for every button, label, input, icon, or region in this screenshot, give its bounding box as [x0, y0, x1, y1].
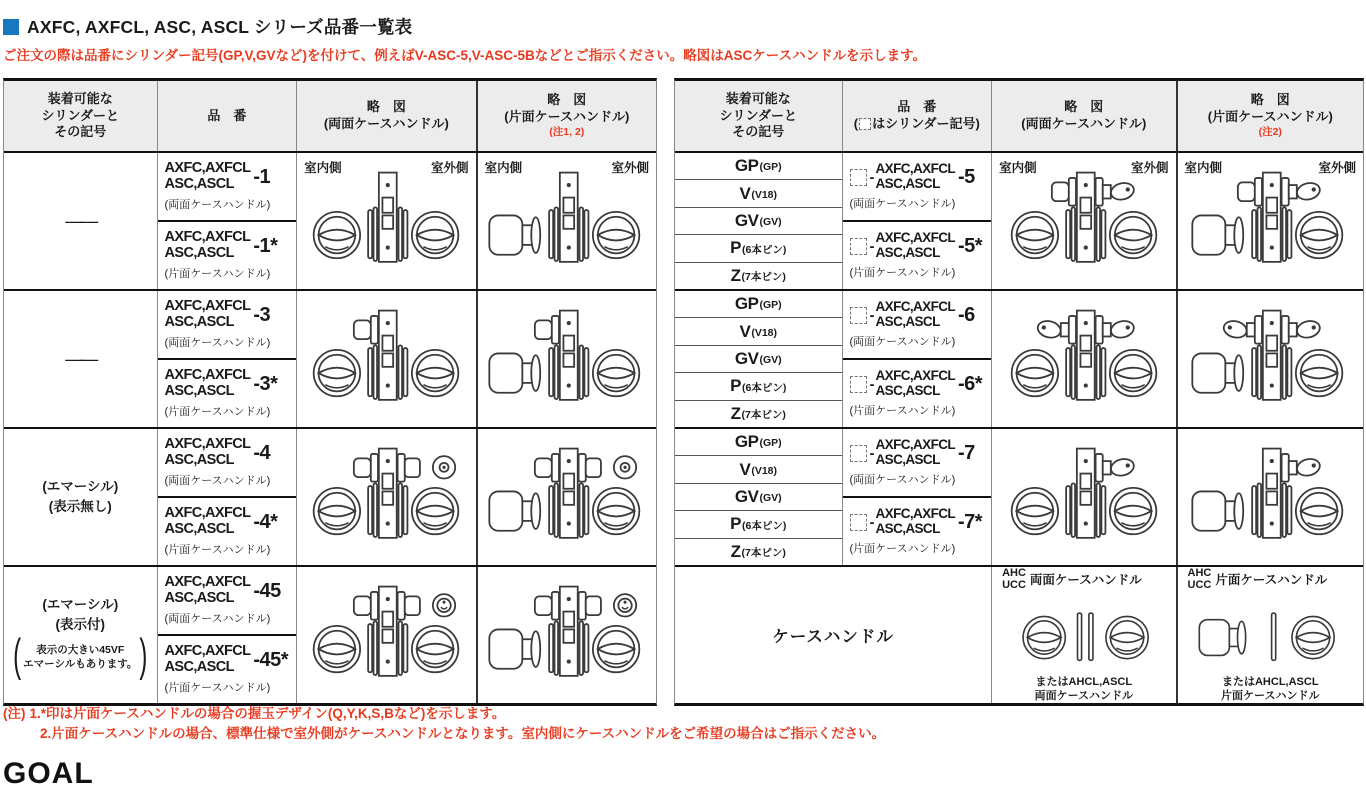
part-number-double [843, 153, 992, 220]
case-handle-label: ケースハンドル [772, 628, 894, 646]
pn-hyphen: - [869, 375, 875, 393]
diagram-cell-single [1176, 429, 1363, 565]
note-line-1: 1.*印は片面ケースハンドルの場合の握玉デザイン(Q,Y,K,S,Bなど)を示します。 [29, 706, 506, 721]
header-diagram-single [476, 81, 656, 151]
cylinder-note: (6本ピン) [742, 381, 787, 394]
pn-handle-type: (片面ケースハンドル) [164, 405, 271, 418]
diagram-cell-double [296, 291, 475, 427]
cylinder-option [675, 262, 842, 289]
no-cylinder-dash: —— [65, 210, 96, 231]
cylinder-code: V [739, 459, 751, 479]
pn-models-line: ASC,ASCL [875, 314, 940, 329]
pn-handle-type: (両面ケースハンドル) [164, 336, 271, 349]
header-line: (片面ケースハンドル) [504, 109, 630, 125]
lockset-diagram [999, 445, 1169, 550]
pn-models-line: AXFC,AXFCL [875, 368, 956, 384]
table-header-row [675, 81, 1363, 151]
header-paren: ( [853, 116, 859, 131]
pn-models-line: AXFC,AXFCL [164, 643, 251, 660]
pn-models-line: ASC,ASCL [164, 521, 234, 537]
pn-suffix: -7 [958, 441, 975, 464]
pn-hyphen: - [869, 513, 875, 531]
cylinder-cell [4, 429, 157, 565]
cylinder-option [675, 429, 842, 455]
page-title [3, 14, 412, 39]
part-number-cell [842, 291, 992, 427]
pn-models-line: AXFC,AXFCL [875, 161, 956, 177]
case-code: UCC [1187, 579, 1212, 592]
lockset-diagram [482, 307, 652, 412]
header-line: シリンダーと [41, 107, 119, 123]
pn-models-line: ASC,ASCL [164, 176, 234, 192]
pn-handle-type: (両面ケースハンドル) [849, 335, 956, 348]
pn-suffix: -1 [253, 165, 271, 188]
pn-models-line: ASC,ASCL [164, 590, 234, 606]
case-alt-line: またはAHCL,ASCL [1035, 675, 1133, 688]
cylinder-code: Z [730, 265, 741, 285]
cylinder-note: (V18) [751, 326, 778, 339]
part-number-single [843, 358, 992, 427]
pn-handle-type: (両面ケースハンドル) [849, 473, 956, 486]
cylinder-option [675, 317, 842, 344]
header-diagram-double [991, 81, 1175, 151]
pn-models-line: AXFC,AXFCL [875, 230, 956, 246]
cylinder-code: GV [734, 211, 759, 231]
case-handle-diagram [1192, 592, 1348, 675]
cylinder-cell [675, 291, 842, 427]
cylinder-note: (GV) [759, 354, 782, 367]
part-number-single [158, 358, 297, 427]
cylinder-code-box-icon [850, 445, 867, 462]
table-row [675, 151, 1363, 289]
lockset-diagram [1185, 307, 1355, 412]
lockset-diagram [999, 307, 1169, 412]
cylinder-option [675, 291, 842, 317]
pn-hyphen: - [869, 237, 875, 255]
page-title-text: AXFC, AXFCL, ASC, ASCL シリーズ品番一覧表 [27, 17, 413, 37]
room-label-outside: 室外側 [611, 161, 650, 175]
part-number-double [158, 429, 297, 496]
pn-handle-type: (片面ケースハンドル) [849, 404, 956, 417]
pn-suffix: -4 [253, 441, 271, 464]
pn-handle-type: (両面ケースハンドル) [164, 474, 271, 487]
cylinder-code: GP [734, 432, 759, 452]
case-handle-label-cell [675, 567, 991, 703]
pn-handle-type: (両面ケースハンドル) [164, 198, 271, 211]
case-code: AHC [1002, 566, 1026, 579]
cylinder-option [675, 153, 842, 179]
cylinder-code-box-icon [859, 118, 871, 130]
diagram-cell-double [296, 567, 475, 703]
cylinder-cell [4, 567, 157, 703]
header-line: 装着可能な [47, 90, 113, 106]
header-part-number [157, 81, 297, 151]
part-number-cell [157, 153, 297, 289]
room-label-inside: 室内側 [304, 161, 342, 175]
cylinder-label-line: (エマーシル) [42, 478, 119, 494]
cylinder-code-box-icon [850, 238, 867, 255]
pn-hyphen: - [869, 444, 875, 462]
header-cylinder [675, 81, 842, 151]
cylinder-code: GP [734, 156, 759, 176]
part-number-cell [157, 429, 297, 565]
diagram-cell-single [1176, 153, 1363, 289]
pn-suffix: -5* [958, 234, 983, 257]
room-label-outside: 室外側 [1318, 161, 1356, 175]
header-line: その記号 [732, 124, 785, 140]
case-handle-double-cell [991, 567, 1175, 703]
cylinder-code: GP [734, 294, 759, 314]
pn-suffix: -6 [958, 303, 975, 326]
cylinder-note: (GV) [759, 492, 782, 505]
cylinder-option [675, 372, 842, 399]
note-line-2: 2.片面ケースハンドルの場合、標準仕様で室外側がケースハンドルとなります。室内側にケースハンドルをご希望の場合はご指示ください。 [40, 725, 886, 741]
pn-models-line: ASC,ASCL [164, 659, 234, 675]
lockset-diagram [301, 307, 471, 412]
subnote-line: エマーシルもあります。 [23, 658, 138, 671]
part-number-cell [842, 429, 992, 565]
case-alt-line: またはAHCL,ASCL [1221, 675, 1319, 688]
case-code: UCC [1002, 579, 1026, 592]
cylinder-code: GV [734, 349, 759, 369]
cylinder-note: (GP) [759, 437, 782, 450]
cylinder-code: Z [730, 541, 741, 561]
cylinder-label-line: (エマーシル) [42, 596, 119, 612]
header-line: 品 番 [897, 99, 937, 115]
pn-suffix: -7* [958, 510, 983, 533]
header-note-red: (注2) [1258, 126, 1282, 139]
cylinder-note: (7本ピン) [741, 271, 786, 284]
pn-suffix: -6* [958, 372, 983, 395]
part-number-double [158, 291, 297, 358]
room-label-inside: 室内側 [999, 161, 1037, 175]
case-handle-single-cell [1176, 567, 1363, 703]
table-row [4, 151, 656, 289]
cylinder-option [675, 455, 842, 482]
no-cylinder-dash: —— [65, 348, 96, 369]
pn-models-line: AXFC,AXFCL [164, 505, 251, 522]
cylinder-label-line: (表示付) [55, 617, 106, 632]
pn-handle-type: (片面ケースハンドル) [849, 266, 956, 279]
cylinder-cell [675, 429, 842, 565]
room-label-inside: 室内側 [1184, 161, 1223, 175]
pn-models-line: ASC,ASCL [875, 176, 940, 191]
pn-models-line: AXFC,AXFCL [164, 436, 251, 453]
room-label-outside: 室外側 [1131, 161, 1169, 175]
cylinder-option [675, 483, 842, 510]
lockset-diagram [301, 583, 471, 688]
cylinder-option [675, 179, 842, 206]
pn-suffix: -5 [958, 165, 975, 188]
cylinder-code: P [730, 376, 741, 396]
header-line: その記号 [54, 124, 107, 140]
diagram-cell-single [1176, 291, 1363, 427]
pn-models-line: ASC,ASCL [164, 245, 234, 261]
cylinder-note: (7本ピン) [741, 547, 786, 560]
table-row [675, 289, 1363, 427]
header-note-red: (注1, 2) [549, 126, 585, 139]
case-code: AHC [1187, 566, 1212, 579]
diagram-cell-double [296, 429, 475, 565]
pn-models-line: ASC,ASCL [164, 383, 234, 399]
pn-models-line: AXFC,AXFCL [164, 367, 251, 384]
part-number-double [843, 291, 992, 358]
header-line: シリンダーと [719, 107, 797, 123]
diagram-cell-double [991, 291, 1175, 427]
cylinder-code: P [730, 238, 741, 258]
cylinder-code-box-icon [850, 169, 867, 186]
diagram-cell-double [991, 153, 1175, 289]
cylinder-label-line: (表示無し) [48, 499, 112, 514]
header-cylinder [4, 81, 157, 151]
pn-models-line: AXFC,AXFCL [164, 229, 251, 246]
diagram-cell-single [476, 567, 656, 703]
lockset-diagram [301, 169, 471, 274]
lockset-diagram [999, 169, 1169, 274]
cylinder-note: (6本ピン) [742, 519, 787, 532]
pn-suffix: -45 [253, 579, 281, 602]
diagram-cell-single [476, 153, 656, 289]
pn-models-line: ASC,ASCL [164, 314, 234, 330]
case-caption: 片面ケースハンドル [1215, 573, 1328, 588]
cylinder-subnote [11, 630, 149, 682]
pn-handle-type: (片面ケースハンドル) [849, 542, 956, 555]
pn-models-line: ASC,ASCL [875, 245, 940, 260]
pn-handle-type: (片面ケースハンドル) [164, 267, 271, 280]
cylinder-note: (6本ピン) [742, 243, 787, 256]
pn-models-line: AXFC,AXFCL [875, 299, 956, 315]
pn-models-line: AXFC,AXFCL [164, 574, 251, 591]
pn-models-line: AXFC,AXFCL [164, 298, 251, 315]
blue-square-icon [3, 19, 19, 35]
part-number-double [158, 567, 297, 634]
header-line: 略 図 [1250, 92, 1290, 108]
header-line: 略 図 [366, 99, 406, 115]
paren-open: ( [13, 630, 22, 682]
header-part-number [842, 81, 992, 151]
lockset-diagram [1185, 169, 1355, 274]
diagram-cell-single [476, 429, 656, 565]
cylinder-option [675, 234, 842, 261]
pn-models-line: ASC,ASCL [875, 521, 940, 536]
cylinder-cell [675, 153, 842, 289]
case-handle-diagram [1006, 592, 1162, 675]
cylinder-note: (V18) [751, 188, 778, 201]
cylinder-note: (GV) [759, 216, 782, 229]
pn-handle-type: (両面ケースハンドル) [164, 612, 271, 625]
header-line: 略 図 [1064, 99, 1104, 115]
cylinder-cell [4, 153, 157, 289]
footnotes [3, 704, 885, 743]
header-diagram-double [296, 81, 475, 151]
header-line: はシリンダー記号) [872, 116, 980, 131]
paren-close: ) [139, 630, 148, 682]
header-line: (両面ケースハンドル) [1021, 116, 1147, 131]
table-row-case-handle [675, 565, 1363, 703]
case-alt-line: 両面ケースハンドル [1034, 690, 1134, 703]
pn-hyphen: - [869, 168, 875, 186]
pn-hyphen: - [869, 306, 875, 324]
cylinder-note: (GP) [759, 161, 782, 174]
part-number-single [843, 220, 992, 289]
diagram-cell-double [991, 429, 1175, 565]
part-number-cell [157, 567, 297, 703]
cylinder-option [675, 510, 842, 537]
part-number-cell [842, 153, 992, 289]
part-number-single [158, 220, 297, 289]
lockset-diagram [1185, 445, 1355, 550]
pn-suffix: -4* [253, 510, 278, 533]
header-line: 品 番 [207, 107, 247, 123]
pn-models-line: AXFC,AXFCL [875, 437, 956, 453]
case-caption: 両面ケースハンドル [1029, 573, 1142, 588]
cylinder-code: GV [734, 487, 759, 507]
lockset-diagram [301, 445, 471, 550]
part-number-double [843, 429, 992, 496]
table-row [4, 289, 656, 427]
pn-models-line: ASC,ASCL [164, 452, 234, 468]
part-number-cell [157, 291, 297, 427]
header-line: (片面ケースハンドル) [1207, 109, 1333, 125]
part-number-single [158, 496, 297, 565]
cylinder-note: (GP) [759, 299, 782, 312]
order-instruction-note: ご注文の際は品番にシリンダー記号(GP,V,GVなど)を付けて、例えばV-ASC-5,V-ASC-5Bなどとご指示ください。略図はASCケースハンドルを示します。 [3, 48, 926, 63]
cylinder-option [675, 207, 842, 234]
pn-handle-type: (片面ケースハンドル) [164, 681, 271, 694]
pn-suffix: -45* [253, 648, 289, 671]
cylinder-code: V [739, 321, 751, 341]
cylinder-note: (V18) [751, 464, 778, 477]
lockset-diagram [482, 169, 652, 274]
header-line: (両面ケースハンドル) [323, 116, 449, 131]
table-header-row [4, 81, 656, 151]
pn-models-line: AXFC,AXFCL [875, 506, 956, 522]
cylinder-cell [4, 291, 157, 427]
part-number-double [158, 153, 297, 220]
diagram-cell-double [296, 153, 475, 289]
header-diagram-single [1176, 81, 1363, 151]
part-number-single [843, 496, 992, 565]
room-label-outside: 室外側 [431, 161, 469, 175]
cylinder-option [675, 345, 842, 372]
cylinder-code: P [730, 514, 741, 534]
cylinder-note: (7本ピン) [741, 409, 786, 422]
series-table-right [674, 78, 1364, 706]
pn-models-line: AXFC,AXFCL [164, 160, 251, 177]
cylinder-option [675, 538, 842, 565]
part-number-single [158, 634, 297, 703]
header-line: 略 図 [547, 92, 587, 108]
lockset-diagram [482, 583, 652, 688]
room-label-inside: 室内側 [484, 161, 523, 175]
series-table-left [3, 78, 657, 706]
cylinder-code-box-icon [850, 514, 867, 531]
pn-suffix: -1* [253, 234, 278, 257]
header-line: 装着可能な [725, 90, 791, 106]
cylinder-code: Z [730, 403, 741, 423]
cylinder-option [675, 400, 842, 427]
goal-logo: GOAL [3, 757, 94, 790]
case-alt-line: 片面ケースハンドル [1221, 690, 1320, 703]
note-prefix: (注) [3, 706, 26, 721]
pn-models-line: ASC,ASCL [875, 452, 940, 467]
subnote-line: 表示の大きい45VF [36, 644, 125, 657]
cylinder-code: V [739, 183, 751, 203]
cylinder-code-box-icon [850, 307, 867, 324]
table-row [4, 565, 656, 703]
table-row [675, 427, 1363, 565]
table-row [4, 427, 656, 565]
pn-suffix: -3* [253, 372, 278, 395]
pn-suffix: -3 [253, 303, 271, 326]
pn-handle-type: (両面ケースハンドル) [849, 197, 956, 210]
pn-models-line: ASC,ASCL [875, 383, 940, 398]
lockset-diagram [482, 445, 652, 550]
cylinder-code-box-icon [850, 376, 867, 393]
diagram-cell-single [476, 291, 656, 427]
pn-handle-type: (片面ケースハンドル) [164, 543, 271, 556]
